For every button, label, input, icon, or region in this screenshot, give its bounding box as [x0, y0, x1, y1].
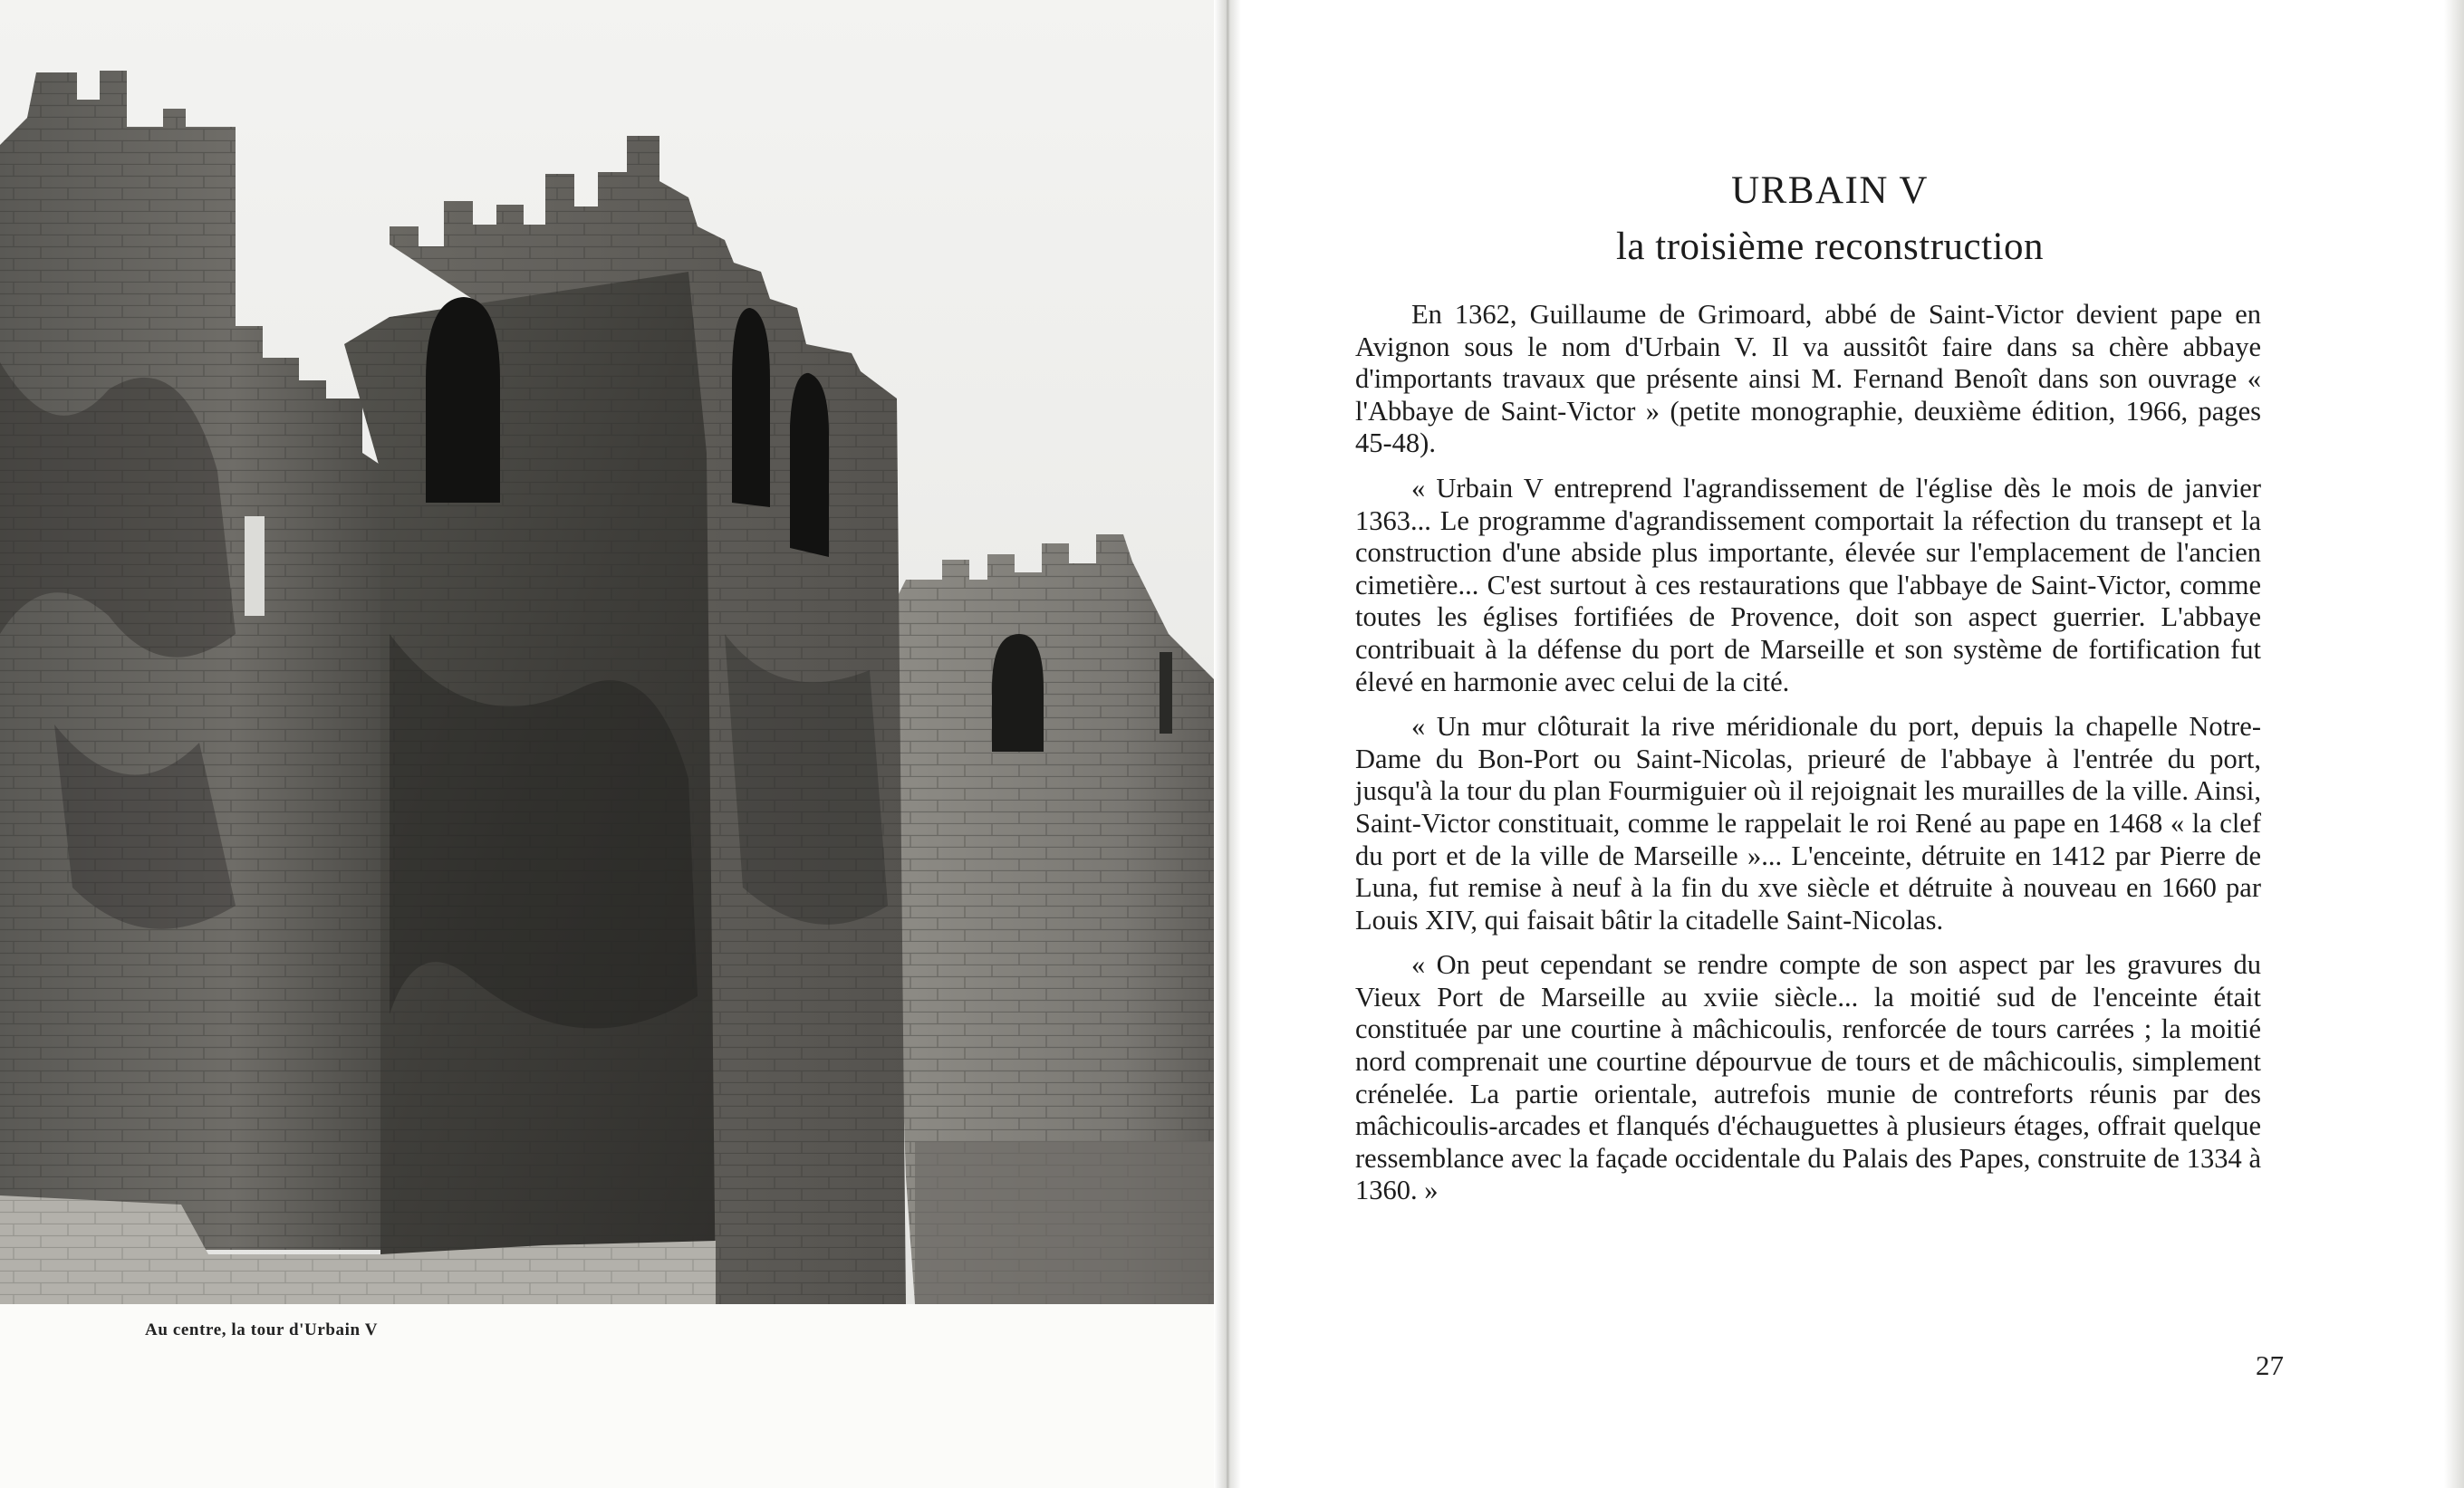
right-tower: [888, 534, 1223, 1304]
chapter-subtitle: la troisième reconstruction: [1615, 226, 2044, 268]
page-number: 27: [2256, 1349, 2284, 1381]
photo-caption: Au centre, la tour d'Urbain V: [145, 1320, 379, 1339]
right-page: [1241, 0, 2464, 1488]
paragraph: « On peut cependant se rendre compte de son aspect par les gravures du Vieux Port de Marseille au xviie siècle... la moitié sud de l'enceinte était constituée par une courtine à mâchicoulis, renforcée de tours carrées ; la moitié nord comprenait une courtine dépourvue de tours et de mâchicoulis, simplement crénelée. La partie orientale, autrefois munie de contreforts réunis par des mâchicoulis-arcades et flanqués d'échauguettes à plusieurs étages, offrait quelque ressemblance avec la façade occidentale du Palais des Papes, construite de 1334 à 1360. »: [1355, 949, 2261, 1206]
paragraph: « Urbain V entreprend l'agrandissement de l'église dès le mois de janvier 1363... Le programme d'agrandissement comportait la réfection du transept et la construction d'une abside plus importante, élevée sur l'emplacement de l'ancien cimetière... C'est surtout à ces restaurations que l'abbaye de Saint-Victor, comme toutes les églises fortifiées de Provence, doit son aspect guerrier. L'abbaye contribuait à la défense du port de Marseille et son système de fortification fut élevé en harmonie avec celui de la cité.: [1355, 472, 2261, 697]
left-page: [0, 0, 1225, 1488]
body-text: [1355, 299, 2261, 1220]
page-edge: [2444, 0, 2464, 1488]
paragraph: En 1362, Guillaume de Grimoard, abbé de Saint-Victor devient pape en Avignon sous le nom d'Urbain V. Il va aussitôt faire dans sa chère abbaye d'importants travaux que présente ainsi M. Fernand Benoît dans son ouvrage « l'Abbaye de Saint-Victor » (petite monographie, deuxième édition, 1966, pages 45-48).: [1355, 299, 2261, 459]
chapter-title: URBAIN V: [1731, 169, 1929, 212]
paragraph: « Un mur clôturait la rive méridionale du port, depuis la chapelle Notre-Dame du Bon-Port ou Saint-Nicolas, prieuré de l'abbaye à l'entrée du port, jusqu'à la tour du plan Fourmiguier où il rejoignait les murailles de la ville. Ainsi, Saint-Victor constituait, comme le rappelait le roi René au pape en 1468 « la clef du port et de la ville de Marseille »... L'enceinte, détruite en 1412 par Pierre de Luna, fut remise à neuf à la fin du xve siècle et détruite à nouveau en 1660 par Louis XIV, qui faisait bâtir la citadelle Saint-Nicolas.: [1355, 711, 2261, 936]
tower-photograph: [0, 0, 1223, 1304]
book-gutter: [1214, 0, 1241, 1488]
